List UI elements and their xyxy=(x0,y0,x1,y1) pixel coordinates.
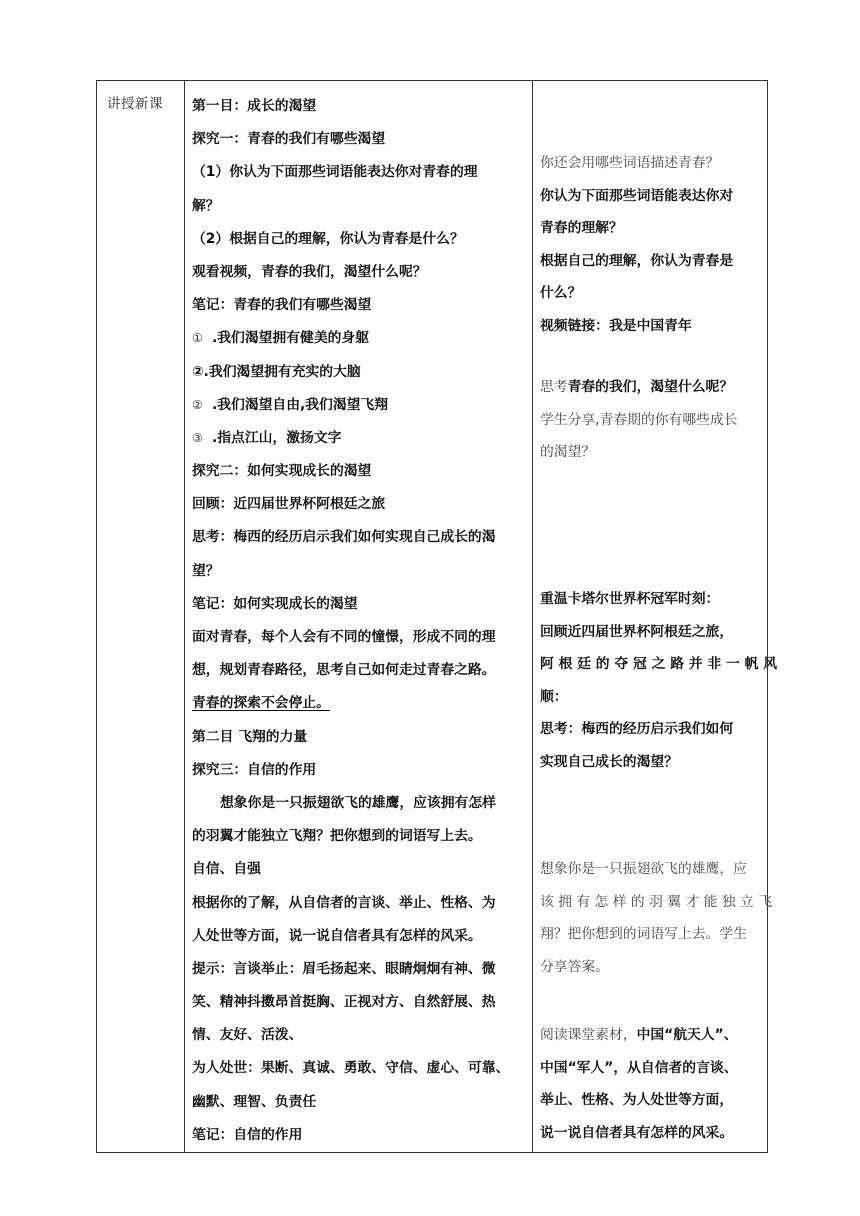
activity-line xyxy=(540,853,762,886)
activity-line-text: 说一说自信者具有怎样的风采。 xyxy=(540,1124,734,1141)
content-line-text: （1）你认为下面那些词语能表达你对青春的理 xyxy=(192,164,478,181)
content-line xyxy=(192,422,528,455)
content-line xyxy=(192,555,528,588)
content-line-text: 根据你的了解，从自信者的言谈、举止、性格、为 xyxy=(192,894,496,911)
content-line-text: 幽默、理智、负责任 xyxy=(192,1093,317,1110)
column-divider-2 xyxy=(532,81,533,1152)
content-line xyxy=(192,322,528,355)
content-line-text: ②.我们渴望拥有充实的大脑 xyxy=(192,363,361,380)
activity-line-text: 青春的我们，渴望什么呢？ xyxy=(567,379,734,395)
activity-block-2 xyxy=(540,371,762,469)
lesson-plan-table xyxy=(96,80,777,1153)
content-line-text: 探究三：自信的作用 xyxy=(192,761,317,778)
content-line-text: 自信、自强 xyxy=(192,861,261,878)
content-line xyxy=(192,455,528,488)
activity-line xyxy=(540,371,762,404)
content-line-text: 解？ xyxy=(192,197,220,214)
teaching-content-column xyxy=(192,90,528,1152)
activity-line-text: 举止、性格、为人处世等方面， xyxy=(540,1092,734,1108)
content-line-text: .我们渴望自由,我们渴望飞翔 xyxy=(212,396,389,413)
activity-line-text: 视频链接：我是中国青年 xyxy=(540,317,692,334)
activity-line xyxy=(540,648,777,681)
content-line-text: 思考：梅西的经历启示我们如何实现自己成长的渴 xyxy=(192,529,496,546)
content-line-text: 望？ xyxy=(192,562,220,579)
activity-line-prefix: 思考 xyxy=(540,379,568,395)
activity-block-1 xyxy=(540,147,762,342)
content-line-text: 探究一：青春的我们有哪些渴望 xyxy=(192,131,386,148)
activity-line xyxy=(540,1052,762,1085)
content-line xyxy=(192,853,528,886)
content-line-text: 青春的探索不会停止。 xyxy=(192,695,330,712)
activity-line-text: 回顾近四届世界杯阿根廷之旅， xyxy=(540,623,734,640)
content-line-text: 笔记：青春的我们有哪些渴望 xyxy=(192,297,372,314)
activity-line-prefix: 阅读课堂素材， xyxy=(540,1027,637,1043)
activity-line-text: 该 拥 有 怎 样 的 羽 翼 才 能 独 立 飞 xyxy=(540,893,772,910)
activity-line xyxy=(540,583,762,616)
content-line-text: （2）根据自己的理解，你认为青春是什么？ xyxy=(192,230,464,247)
content-line xyxy=(192,1019,528,1052)
content-line xyxy=(192,588,528,621)
content-line xyxy=(192,1119,528,1152)
content-line-text: 为人处世：果断、真诚、勇敢、守信、虚心、可靠、 xyxy=(192,1060,510,1077)
content-line-text: 笔记：自信的作用 xyxy=(192,1126,303,1143)
content-line-text: 想象你是一只振翅欲飞的雄鹰，应该拥有怎样 xyxy=(220,794,496,811)
activity-line xyxy=(540,310,762,343)
activity-line-text: 思考：梅西的经历启示我们如何 xyxy=(540,721,734,737)
activity-line xyxy=(540,918,762,951)
content-line xyxy=(192,986,528,1019)
activity-line-text: 重温卡塔尔世界杯冠军时刻： xyxy=(540,591,720,607)
activity-line xyxy=(540,746,762,779)
content-line-text: 观看视频，青春的我们，渴望什么呢？ xyxy=(192,263,427,280)
activity-line xyxy=(540,616,762,649)
activity-line xyxy=(540,277,762,310)
content-line xyxy=(192,521,528,554)
content-line xyxy=(192,1052,528,1085)
content-line xyxy=(192,356,528,389)
content-line-text: 第二目 飞翔的力量 xyxy=(192,728,308,745)
activity-line-text: 你认为下面那些词语能表达你对 xyxy=(540,187,734,204)
content-line xyxy=(192,820,528,853)
content-line xyxy=(192,721,528,754)
content-line xyxy=(192,654,528,687)
activity-line-text: 的渴望？ xyxy=(540,444,596,460)
activity-line-text: 顺： xyxy=(540,688,568,705)
activity-block-5 xyxy=(540,1019,762,1149)
activity-block-3 xyxy=(540,583,777,778)
content-line xyxy=(192,289,528,322)
content-line-text: 的羽翼才能独立飞翔？把你想到的词语写上去。 xyxy=(192,828,482,845)
content-line xyxy=(192,123,528,156)
content-line xyxy=(192,256,528,289)
activity-line-text: 根据自己的理解，你认为青春是 xyxy=(540,252,734,269)
activity-line xyxy=(540,404,762,437)
activity-block-4 xyxy=(540,853,772,983)
content-line xyxy=(192,389,528,422)
content-line xyxy=(192,1086,528,1119)
activity-line xyxy=(540,180,762,213)
content-line-text: 笑、精神抖擞昂首挺胸、正视对方、自然舒展、热 xyxy=(192,994,496,1011)
activity-line-text: 想象你是一只振翅欲飞的雄鹰，应 xyxy=(540,861,747,877)
content-line-text: 笔记：如何实现成长的渴望 xyxy=(192,595,358,612)
activity-line-text: 分享答案。 xyxy=(540,958,609,975)
content-line-text: 探究二：如何实现成长的渴望 xyxy=(192,463,372,480)
activity-line-text: 中国“航天人”、 xyxy=(636,1027,738,1043)
activity-line-text: 你还会用哪些词语描述青春？ xyxy=(540,155,720,171)
content-line-text: 回顾：近四届世界杯阿根廷之旅 xyxy=(192,496,386,513)
content-line-text: 想，规划青春路径，思考自己如何走过青春之路。 xyxy=(192,662,496,679)
activity-line xyxy=(540,1117,762,1150)
content-line-text: 情、友好、活泼、 xyxy=(192,1027,303,1044)
activity-line-text: 实现自己成长的渴望？ xyxy=(540,753,678,770)
content-line-text: 第一目：成长的渴望 xyxy=(192,98,317,114)
content-line xyxy=(192,190,528,223)
activity-line-text: 青春的理解？ xyxy=(540,220,623,236)
content-line xyxy=(192,887,528,920)
content-line xyxy=(192,621,528,654)
content-line-text: 面对青春，每个人会有不同的憧憬，形成不同的理 xyxy=(192,629,496,645)
activity-line xyxy=(540,212,762,245)
activity-line-text: 中国“军人”，从自信者的言谈、 xyxy=(540,1059,738,1076)
activity-line-text: 什么？ xyxy=(540,285,582,301)
content-line xyxy=(192,787,528,820)
content-line xyxy=(192,920,528,953)
activity-line xyxy=(540,147,762,180)
content-line xyxy=(192,953,528,986)
activity-line-text: 学生分享,青春期的你有哪些成长 xyxy=(540,411,738,428)
content-line xyxy=(192,90,528,123)
activity-line xyxy=(540,245,762,278)
content-line-text: .指点江山，激扬文字 xyxy=(212,429,342,446)
activity-line xyxy=(540,713,762,746)
activity-line xyxy=(540,436,762,469)
content-line xyxy=(192,754,528,787)
activity-line xyxy=(540,886,772,919)
column-divider-1 xyxy=(184,81,185,1152)
content-line xyxy=(192,223,528,256)
activity-line xyxy=(540,1019,762,1052)
content-line-text: 提示：言谈举止：眉毛扬起来、眼睛炯炯有神、微 xyxy=(192,960,496,977)
section-label: 讲授新课 xyxy=(107,96,163,112)
content-line xyxy=(192,156,528,189)
list-marker: ③ xyxy=(192,430,203,445)
activity-line xyxy=(540,951,762,984)
content-line xyxy=(192,687,528,720)
content-line-text: .我们渴望拥有健美的身躯 xyxy=(212,330,370,347)
list-marker: ② xyxy=(192,397,203,412)
content-line xyxy=(192,488,528,521)
activity-line xyxy=(540,1084,762,1117)
list-marker: ① xyxy=(192,331,203,346)
content-line-text: 人处世等方面，说一说自信者具有怎样的风采。 xyxy=(192,927,482,944)
activity-line xyxy=(540,681,762,714)
activity-line-text: 阿 根 廷 的 夺 冠 之 路 并 非 一 帆 风 xyxy=(540,656,777,672)
activity-line-text: 翔？把你想到的词语写上去。学生 xyxy=(540,926,747,942)
